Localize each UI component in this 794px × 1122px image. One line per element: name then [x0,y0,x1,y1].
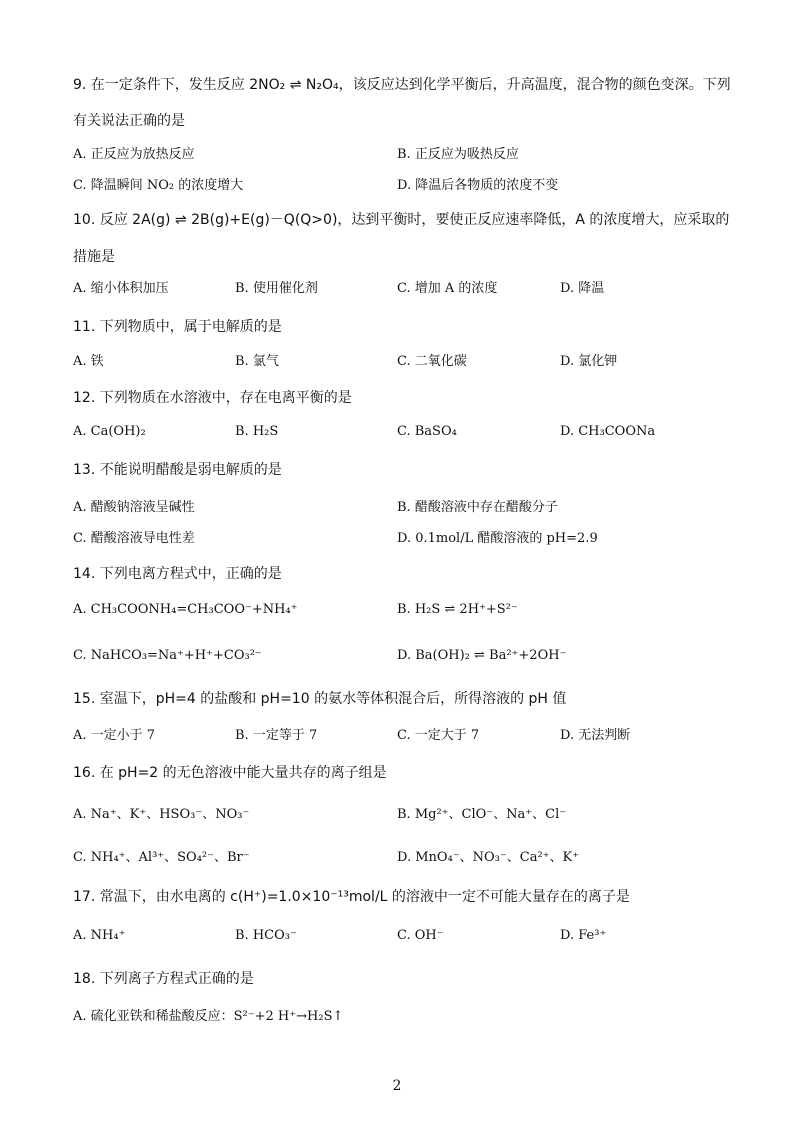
q12-option-b: B. H₂S [235,424,279,439]
q14-option-c: C. NaHCO₃=Na⁺+H⁺+CO₃²⁻ [73,648,262,663]
q10-stem-line1: 10. 反应 2A(g) ⇌ 2B(g)+E(g)－Q(Q>0)，达到平衡时，要使正反应速率降低，A 的浓度增大，应采取的 [73,212,730,228]
q9-option-d: D. 降温后各物质的浓度不变 [397,178,559,193]
q10-option-a: A. 缩小体积加压 [73,281,169,296]
q16-option-d: D. MnO₄⁻、NO₃⁻、Ca²⁺、K⁺ [397,850,580,865]
q14-stem: 14. 下列电离方程式中，正确的是 [73,566,282,582]
q17-option-a: A. NH₄⁺ [73,928,126,943]
q15-option-d: D. 无法判断 [560,728,631,743]
q12-option-d: D. CH₃COONa [560,424,656,439]
q16-stem: 16. 在 pH=2 的无色溶液中能大量共存的离子组是 [73,765,387,781]
q13-option-b: B. 醋酸溶液中存在醋酸分子 [397,500,558,515]
q15-option-a: A. 一定小于 7 [73,728,156,743]
q13-option-a: A. 醋酸钠溶液呈碱性 [73,500,195,515]
q14-option-b: B. H₂S ⇌ 2H⁺+S²⁻ [397,602,518,617]
q11-option-b: B. 氯气 [235,354,279,369]
q10-option-b: B. 使用催化剂 [235,281,318,296]
q12-stem: 12. 下列物质在水溶液中，存在电离平衡的是 [73,390,352,406]
q13-option-c: C. 醋酸溶液导电性差 [73,531,195,546]
q17-option-b: B. HCO₃⁻ [235,928,297,943]
q18-option-a: A. 硫化亚铁和稀盐酸反应：S²⁻+2 H⁺→H₂S↑ [73,1009,344,1024]
q12-option-a: A. Ca(OH)₂ [73,424,146,439]
q10-stem-line2: 措施是 [73,249,115,265]
q11-option-a: A. 铁 [73,354,104,369]
q13-stem: 13. 不能说明醋酸是弱电解质的是 [73,462,282,478]
q17-option-c: C. OH⁻ [397,928,444,943]
q10-option-c: C. 增加 A 的浓度 [397,281,498,296]
q9-option-a: A. 正反应为放热反应 [73,147,195,162]
q11-option-d: D. 氯化钾 [560,354,618,369]
q15-stem: 15. 室温下，pH=4 的盐酸和 pH=10 的氨水等体积混合后，所得溶液的 pH 值 [73,691,567,707]
q9-option-b: B. 正反应为吸热反应 [397,147,519,162]
q18-stem: 18. 下列离子方程式正确的是 [73,971,254,987]
q11-stem: 11. 下列物质中，属于电解质的是 [73,319,282,335]
q15-option-c: C. 一定大于 7 [397,728,480,743]
page-number: 2 [392,1078,402,1094]
q16-option-c: C. NH₄⁺、Al³⁺、SO₄²⁻、Br⁻ [73,850,250,865]
q9-stem-line2: 有关说法正确的是 [73,113,185,129]
q12-option-c: C. BaSO₄ [397,424,457,439]
q9-option-c: C. 降温瞬间 NO₂ 的浓度增大 [73,178,244,193]
q16-option-b: B. Mg²⁺、ClO⁻、Na⁺、Cl⁻ [397,807,567,822]
q17-stem: 17. 常温下，由水电离的 c(H⁺)=1.0×10⁻¹³mol/L 的溶液中一定不可能大量存在的离子是 [73,889,630,905]
q17-option-d: D. Fe³⁺ [560,928,607,943]
q16-option-a: A. Na⁺、K⁺、HSO₃⁻、NO₃⁻ [73,807,250,822]
q9-stem-line1: 9. 在一定条件下，发生反应 2NO₂ ⇌ N₂O₄，该反应达到化学平衡后，升高温度，混合物的颜色变深。下列 [73,77,731,93]
q13-option-d: D. 0.1mol/L 醋酸溶液的 pH=2.9 [397,531,598,546]
q14-option-a: A. CH₃COONH₄=CH₃COO⁻+NH₄⁺ [73,602,298,617]
q10-option-d: D. 降温 [560,281,605,296]
q14-option-d: D. Ba(OH)₂ ⇌ Ba²⁺+2OH⁻ [397,648,567,663]
q15-option-b: B. 一定等于 7 [235,728,318,743]
q11-option-c: C. 二氧化碳 [397,354,467,369]
